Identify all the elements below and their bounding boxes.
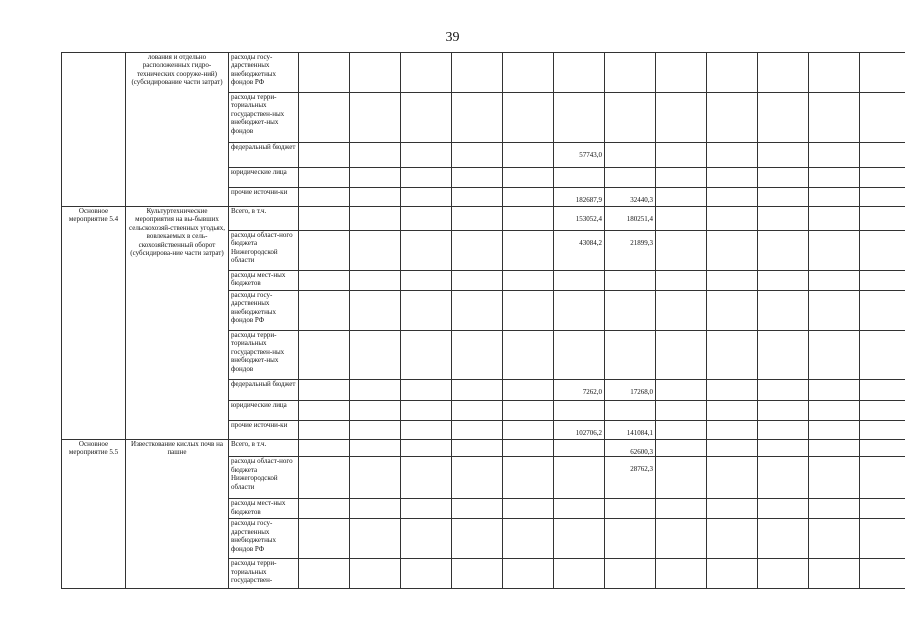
value-cell bbox=[809, 93, 860, 143]
funding-source-cell: расходы мест-ных бюджетов bbox=[229, 499, 299, 519]
value-cell bbox=[401, 207, 452, 231]
funding-source-cell: расходы терри-ториальных государствен-ных внебюджет-ных фондов bbox=[229, 331, 299, 380]
value-cell bbox=[554, 188, 605, 207]
value-cell bbox=[860, 231, 905, 271]
value-cell bbox=[452, 231, 503, 271]
value-cell bbox=[350, 188, 401, 207]
value-cell bbox=[452, 53, 503, 93]
value-cell bbox=[809, 380, 860, 401]
value-cell bbox=[707, 331, 758, 380]
value-cell bbox=[452, 168, 503, 188]
value-cell bbox=[299, 143, 350, 168]
value-cell bbox=[554, 291, 605, 331]
table-row bbox=[62, 207, 905, 231]
page-number: 39 bbox=[445, 30, 460, 45]
value-cell bbox=[401, 231, 452, 271]
value-cell bbox=[758, 457, 809, 499]
value-cell bbox=[299, 271, 350, 291]
value-cell bbox=[401, 291, 452, 331]
value-cell bbox=[401, 380, 452, 401]
value-cell bbox=[707, 168, 758, 188]
value-cell bbox=[605, 93, 656, 143]
value-cell bbox=[503, 207, 554, 231]
value-cell bbox=[809, 168, 860, 188]
value-cell bbox=[503, 380, 554, 401]
value-cell bbox=[809, 421, 860, 440]
value-text: 7262,0 bbox=[582, 388, 602, 396]
event-cell bbox=[62, 53, 126, 207]
value-text: 21899,3 bbox=[630, 239, 653, 247]
value-text: 102706,2 bbox=[575, 429, 602, 437]
value-cell bbox=[299, 440, 350, 457]
value-cell bbox=[299, 188, 350, 207]
value-cell bbox=[860, 401, 905, 421]
value-cell bbox=[758, 93, 809, 143]
value-cell bbox=[758, 168, 809, 188]
value-cell bbox=[452, 499, 503, 519]
value-cell bbox=[299, 231, 350, 271]
value-cell bbox=[605, 440, 656, 457]
value-cell bbox=[350, 207, 401, 231]
value-cell bbox=[350, 519, 401, 559]
value-cell bbox=[707, 499, 758, 519]
value-cell bbox=[758, 271, 809, 291]
value-cell bbox=[860, 559, 905, 589]
value-cell bbox=[656, 519, 707, 559]
event-cell: Основное мероприятие 5.5 bbox=[62, 440, 126, 589]
funding-source-cell: прочие источни-ки bbox=[229, 421, 299, 440]
value-cell bbox=[401, 143, 452, 168]
value-cell bbox=[605, 559, 656, 589]
value-cell bbox=[707, 143, 758, 168]
table-row bbox=[62, 440, 905, 457]
value-cell bbox=[758, 331, 809, 380]
value-cell bbox=[350, 380, 401, 401]
funding-source-cell: расходы госу-дарственных внебюджетных фондов РФ bbox=[229, 291, 299, 331]
value-cell bbox=[452, 143, 503, 168]
event-name-cell: лования и отдельно расположенных гидро-технических сооруже-ний) (субсидирование части затрат) bbox=[126, 53, 229, 207]
value-cell bbox=[707, 231, 758, 271]
value-cell bbox=[503, 231, 554, 271]
value-cell bbox=[605, 168, 656, 188]
value-text: 17268,0 bbox=[630, 388, 653, 396]
value-cell bbox=[809, 188, 860, 207]
value-cell bbox=[452, 93, 503, 143]
value-cell bbox=[707, 291, 758, 331]
value-text: 153052,4 bbox=[575, 215, 602, 223]
value-cell bbox=[299, 380, 350, 401]
value-cell bbox=[656, 168, 707, 188]
value-cell bbox=[809, 291, 860, 331]
value-cell bbox=[758, 559, 809, 589]
value-cell bbox=[299, 519, 350, 559]
value-cell bbox=[656, 457, 707, 499]
value-cell bbox=[299, 53, 350, 93]
value-cell bbox=[656, 93, 707, 143]
value-cell bbox=[656, 421, 707, 440]
value-cell bbox=[299, 401, 350, 421]
value-cell bbox=[656, 380, 707, 401]
value-cell bbox=[401, 457, 452, 499]
funding-source-cell: Всего, в т.ч. bbox=[229, 440, 299, 457]
value-cell bbox=[605, 207, 656, 231]
value-cell bbox=[860, 188, 905, 207]
value-cell bbox=[350, 53, 401, 93]
value-cell bbox=[554, 331, 605, 380]
value-cell bbox=[299, 559, 350, 589]
event-cell: Основное мероприятие 5.4 bbox=[62, 207, 126, 440]
value-cell bbox=[656, 143, 707, 168]
funding-source-cell: юридические лица bbox=[229, 401, 299, 421]
value-cell bbox=[758, 188, 809, 207]
value-cell bbox=[452, 421, 503, 440]
funding-source-cell: расходы терри-ториальных государствен- bbox=[229, 559, 299, 589]
value-cell bbox=[758, 421, 809, 440]
value-cell bbox=[554, 519, 605, 559]
value-cell bbox=[605, 401, 656, 421]
value-cell bbox=[860, 207, 905, 231]
event-name-cell: Культуртехнические мероприятия на вы-бывших сельскохозяй-ственных угодьях, вовлекаемых в сель-скохозяйственный оборот (субсидирова-ние части затрат) bbox=[126, 207, 229, 440]
funding-source-cell: расходы област-ного бюджета Нижегородской области bbox=[229, 457, 299, 499]
value-cell bbox=[554, 271, 605, 291]
funding-source-cell: расходы госу-дарственных внебюджетных фондов РФ bbox=[229, 53, 299, 93]
value-cell bbox=[350, 143, 401, 168]
value-cell bbox=[299, 457, 350, 499]
value-cell bbox=[707, 380, 758, 401]
value-cell bbox=[605, 291, 656, 331]
value-cell bbox=[452, 559, 503, 589]
value-text: 43084,2 bbox=[579, 239, 602, 247]
value-cell bbox=[605, 231, 656, 271]
value-cell bbox=[554, 207, 605, 231]
value-cell bbox=[860, 143, 905, 168]
value-cell bbox=[452, 207, 503, 231]
value-cell bbox=[299, 331, 350, 380]
value-cell bbox=[401, 168, 452, 188]
value-cell bbox=[809, 207, 860, 231]
value-cell bbox=[401, 271, 452, 291]
value-cell bbox=[758, 519, 809, 559]
value-cell bbox=[350, 291, 401, 331]
value-cell bbox=[707, 559, 758, 589]
value-cell bbox=[350, 168, 401, 188]
value-cell bbox=[554, 440, 605, 457]
value-cell bbox=[299, 93, 350, 143]
value-cell bbox=[860, 457, 905, 499]
value-cell bbox=[299, 421, 350, 440]
value-cell bbox=[503, 188, 554, 207]
value-cell bbox=[503, 291, 554, 331]
value-cell bbox=[401, 188, 452, 207]
value-text: 180251,4 bbox=[626, 215, 653, 223]
value-cell bbox=[707, 271, 758, 291]
value-cell bbox=[860, 331, 905, 380]
value-cell bbox=[860, 499, 905, 519]
value-cell bbox=[503, 331, 554, 380]
value-cell bbox=[605, 421, 656, 440]
value-cell bbox=[554, 231, 605, 271]
value-cell bbox=[452, 519, 503, 559]
value-cell bbox=[299, 207, 350, 231]
value-cell bbox=[758, 291, 809, 331]
value-cell bbox=[860, 380, 905, 401]
value-cell bbox=[860, 440, 905, 457]
value-cell bbox=[503, 168, 554, 188]
value-cell bbox=[656, 401, 707, 421]
value-cell bbox=[605, 188, 656, 207]
value-cell bbox=[707, 53, 758, 93]
value-cell bbox=[554, 380, 605, 401]
value-cell bbox=[758, 231, 809, 271]
value-text: 182687,9 bbox=[575, 196, 602, 204]
value-cell bbox=[350, 271, 401, 291]
value-cell bbox=[707, 440, 758, 457]
value-cell bbox=[554, 559, 605, 589]
funding-source-cell: Всего, в т.ч. bbox=[229, 207, 299, 231]
value-cell bbox=[554, 401, 605, 421]
value-cell bbox=[707, 207, 758, 231]
value-cell bbox=[809, 499, 860, 519]
value-cell bbox=[350, 559, 401, 589]
value-cell bbox=[656, 188, 707, 207]
value-cell bbox=[554, 168, 605, 188]
value-cell bbox=[809, 559, 860, 589]
value-cell bbox=[707, 457, 758, 499]
value-cell bbox=[401, 93, 452, 143]
value-cell bbox=[350, 331, 401, 380]
value-cell bbox=[299, 499, 350, 519]
value-cell bbox=[503, 421, 554, 440]
event-name-cell: Известкование кислых почв на пашне bbox=[126, 440, 229, 589]
value-cell bbox=[809, 331, 860, 380]
value-cell bbox=[605, 519, 656, 559]
value-cell bbox=[809, 271, 860, 291]
value-cell bbox=[758, 440, 809, 457]
value-cell bbox=[656, 440, 707, 457]
funding-source-cell: расходы мест-ных бюджетов bbox=[229, 271, 299, 291]
value-cell bbox=[758, 143, 809, 168]
value-cell bbox=[350, 499, 401, 519]
funding-source-cell: расходы област-ного бюджета Нижегородской области bbox=[229, 231, 299, 271]
funding-source-cell: федеральный бюджет bbox=[229, 380, 299, 401]
value-cell bbox=[707, 421, 758, 440]
value-cell bbox=[503, 499, 554, 519]
value-cell bbox=[350, 401, 401, 421]
value-cell bbox=[656, 53, 707, 93]
value-cell bbox=[554, 457, 605, 499]
value-cell bbox=[554, 93, 605, 143]
value-cell bbox=[503, 440, 554, 457]
value-cell bbox=[503, 401, 554, 421]
value-cell bbox=[860, 291, 905, 331]
value-cell bbox=[452, 188, 503, 207]
value-cell bbox=[809, 401, 860, 421]
value-cell bbox=[401, 519, 452, 559]
value-cell bbox=[401, 421, 452, 440]
value-cell bbox=[758, 380, 809, 401]
value-cell bbox=[503, 271, 554, 291]
value-cell bbox=[707, 188, 758, 207]
value-cell bbox=[809, 53, 860, 93]
value-text: 28762,3 bbox=[630, 465, 653, 474]
value-cell bbox=[401, 53, 452, 93]
value-cell bbox=[860, 421, 905, 440]
value-cell bbox=[656, 207, 707, 231]
value-cell bbox=[350, 457, 401, 499]
value-cell bbox=[605, 53, 656, 93]
value-cell bbox=[401, 401, 452, 421]
funding-source-cell: прочие источни-ки bbox=[229, 188, 299, 207]
value-cell bbox=[452, 440, 503, 457]
value-cell bbox=[605, 499, 656, 519]
value-text: 62600,3 bbox=[630, 448, 653, 456]
value-cell bbox=[656, 231, 707, 271]
value-text: 141084,1 bbox=[626, 429, 653, 437]
value-cell bbox=[350, 93, 401, 143]
value-cell bbox=[503, 93, 554, 143]
value-cell bbox=[860, 168, 905, 188]
value-cell bbox=[401, 331, 452, 380]
value-cell bbox=[554, 499, 605, 519]
value-cell bbox=[299, 291, 350, 331]
funding-source-cell: юридические лица bbox=[229, 168, 299, 188]
value-cell bbox=[452, 380, 503, 401]
value-text: 32440,3 bbox=[630, 196, 653, 204]
value-cell bbox=[350, 440, 401, 457]
value-cell bbox=[503, 53, 554, 93]
value-cell bbox=[452, 331, 503, 380]
value-cell bbox=[707, 401, 758, 421]
funding-source-cell: федеральный бюджет bbox=[229, 143, 299, 168]
value-cell bbox=[605, 457, 656, 499]
value-cell bbox=[299, 168, 350, 188]
value-cell bbox=[809, 143, 860, 168]
value-cell bbox=[503, 519, 554, 559]
funding-source-cell: расходы терри-ториальных государствен-ных внебюджет-ных фондов bbox=[229, 93, 299, 143]
value-cell bbox=[401, 559, 452, 589]
value-cell bbox=[503, 559, 554, 589]
value-cell bbox=[809, 231, 860, 271]
value-cell bbox=[452, 271, 503, 291]
value-cell bbox=[452, 401, 503, 421]
value-cell bbox=[605, 143, 656, 168]
value-cell bbox=[656, 271, 707, 291]
value-cell bbox=[401, 440, 452, 457]
value-cell bbox=[758, 499, 809, 519]
value-cell bbox=[809, 519, 860, 559]
value-cell bbox=[860, 53, 905, 93]
table-row bbox=[62, 53, 905, 93]
value-cell bbox=[605, 271, 656, 291]
value-cell bbox=[656, 499, 707, 519]
value-cell bbox=[860, 93, 905, 143]
value-cell bbox=[554, 421, 605, 440]
value-cell bbox=[554, 53, 605, 93]
value-cell bbox=[452, 457, 503, 499]
value-cell bbox=[656, 331, 707, 380]
value-text: 57743,0 bbox=[579, 151, 602, 159]
value-cell bbox=[758, 53, 809, 93]
value-cell bbox=[350, 231, 401, 271]
value-cell bbox=[401, 499, 452, 519]
value-cell bbox=[860, 271, 905, 291]
value-cell bbox=[860, 519, 905, 559]
value-cell bbox=[707, 93, 758, 143]
value-cell bbox=[707, 519, 758, 559]
value-cell bbox=[758, 401, 809, 421]
value-cell bbox=[656, 559, 707, 589]
value-cell bbox=[350, 421, 401, 440]
value-cell bbox=[503, 143, 554, 168]
value-cell bbox=[809, 440, 860, 457]
budget-table bbox=[61, 52, 905, 589]
value-cell bbox=[605, 331, 656, 380]
value-cell bbox=[656, 291, 707, 331]
value-cell bbox=[554, 143, 605, 168]
value-cell bbox=[503, 457, 554, 499]
funding-source-cell: расходы госу-дарственных внебюджетных фондов РФ bbox=[229, 519, 299, 559]
value-cell bbox=[758, 207, 809, 231]
value-cell bbox=[809, 457, 860, 499]
value-cell bbox=[605, 380, 656, 401]
value-cell bbox=[452, 291, 503, 331]
